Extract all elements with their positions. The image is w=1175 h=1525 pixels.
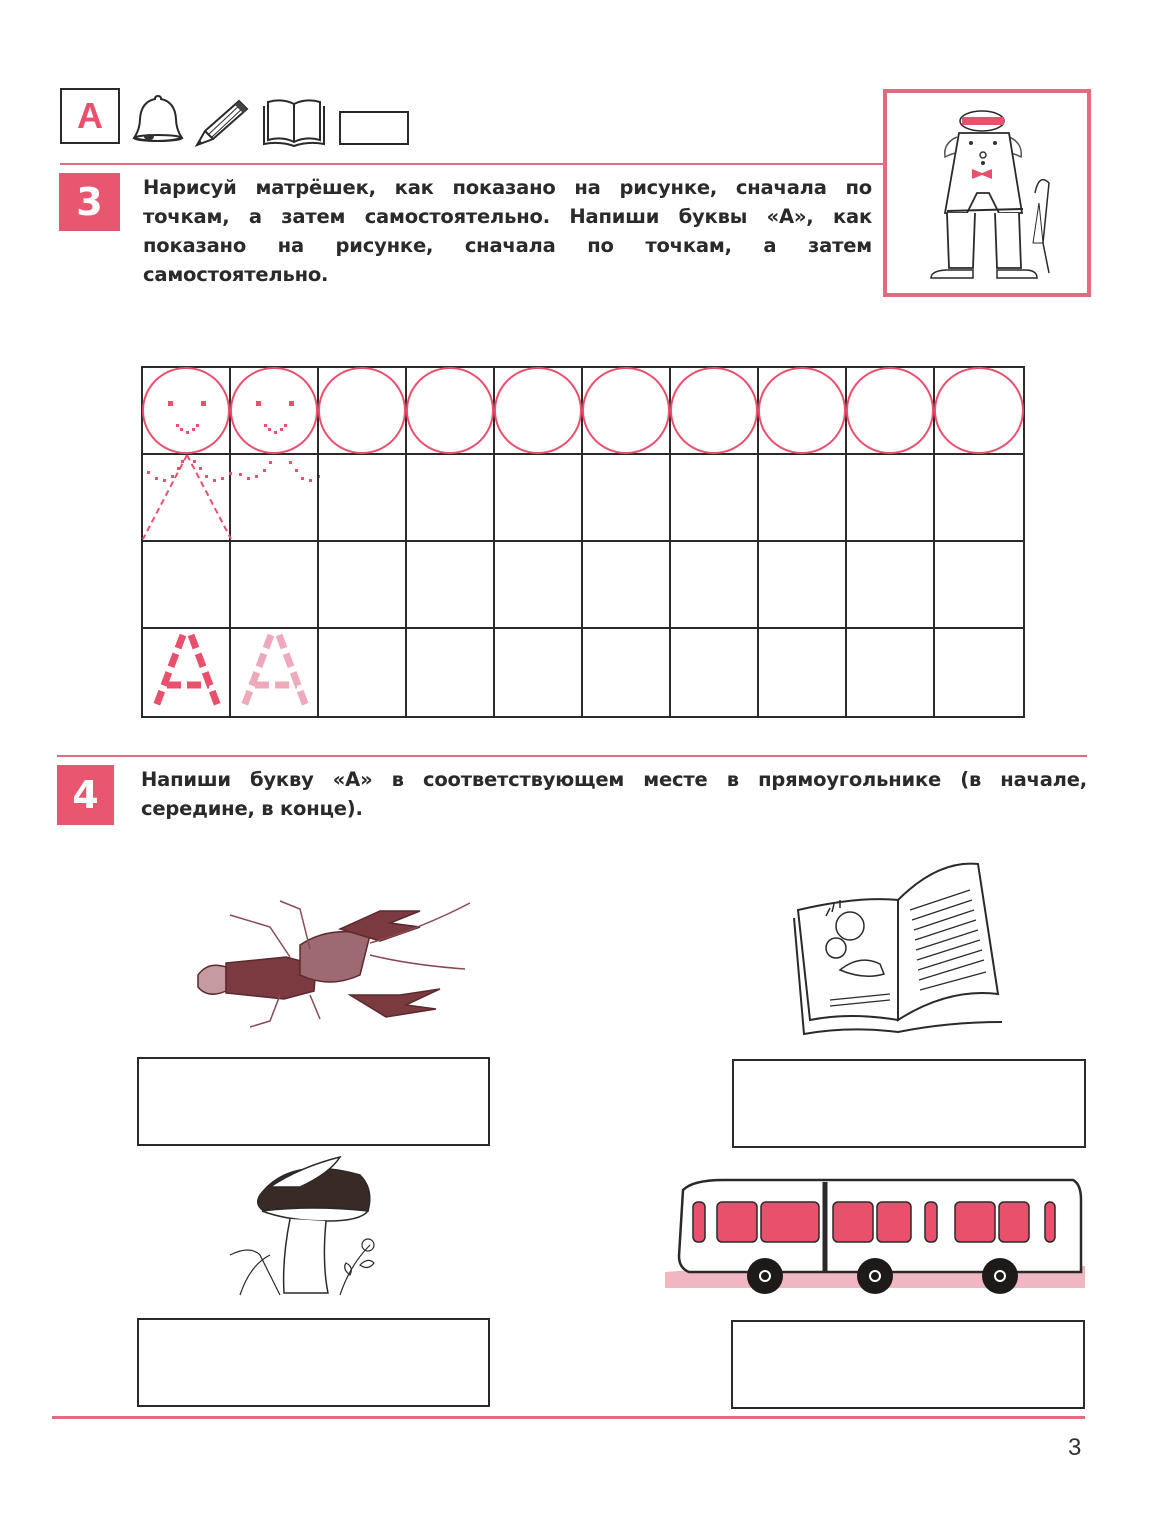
grid-cell[interactable] (231, 368, 319, 455)
grid-cell[interactable] (319, 542, 407, 629)
head-circle (406, 367, 494, 454)
grid-cell[interactable] (847, 368, 935, 455)
grid-cell[interactable] (935, 629, 1023, 716)
task-number: 4 (72, 773, 99, 817)
grid-cell[interactable] (583, 455, 671, 542)
letter-a-sample-light (231, 629, 319, 717)
grid-cell[interactable] (583, 629, 671, 716)
open-book-icon (262, 96, 326, 148)
page-number: 3 (1068, 1434, 1082, 1461)
grid-cell[interactable] (847, 455, 935, 542)
grid-cell[interactable] (231, 629, 319, 716)
grid-cell[interactable] (319, 629, 407, 716)
grid-cell[interactable] (231, 542, 319, 629)
head-circle (582, 367, 670, 454)
grid-cell[interactable] (143, 455, 231, 542)
grid-cell[interactable] (671, 629, 759, 716)
pencil-icon (195, 98, 251, 148)
grid-cell[interactable] (407, 629, 495, 716)
grid-cell[interactable] (143, 368, 231, 455)
empty-rectangle (339, 111, 409, 145)
answer-box-bus[interactable] (731, 1320, 1085, 1409)
letter-a-sample-solid (143, 629, 231, 717)
head-circle (670, 367, 758, 454)
divider-line (60, 163, 885, 165)
answer-box-mushroom[interactable] (137, 1318, 490, 1407)
grid-cell[interactable] (407, 542, 495, 629)
grid-cell[interactable] (935, 368, 1023, 455)
grid-cell[interactable] (759, 542, 847, 629)
divider-line (57, 755, 1087, 757)
grid-cell[interactable] (759, 368, 847, 455)
grid-cell[interactable] (935, 455, 1023, 542)
letter-a-character (883, 89, 1091, 297)
crayfish-illustration (190, 895, 475, 1030)
grid-cell[interactable] (495, 455, 583, 542)
grid-cell[interactable] (671, 542, 759, 629)
task-number-badge (59, 173, 120, 231)
task-instructions: Напиши букву «А» в соответствующем месте в прямоугольнике (в начале, середине, в конце). (141, 768, 1087, 820)
answer-box-book[interactable] (732, 1059, 1086, 1148)
head-circle (758, 367, 846, 454)
footer-divider-line (52, 1416, 1085, 1419)
grid-cell[interactable] (583, 368, 671, 455)
grid-cell[interactable] (319, 368, 407, 455)
grid-cell[interactable] (495, 368, 583, 455)
grid-cell[interactable] (407, 455, 495, 542)
smiley-face-dots (231, 368, 319, 456)
grid-cell[interactable] (671, 368, 759, 455)
grid-cell[interactable] (143, 629, 231, 716)
head-circle (846, 367, 934, 454)
task-instructions: Нарисуй матрёшек, как показано на рисунке, сначала по точкам, а затем самостоятельно. Напиши буквы «А», как показано на рисунке, сначала по точкам, а затем самостоятельно. (143, 176, 872, 286)
grid-cell[interactable] (759, 629, 847, 716)
head-circle (934, 367, 1024, 454)
grid-cell[interactable] (759, 455, 847, 542)
letter-box (60, 88, 120, 144)
grid-cell[interactable] (935, 542, 1023, 629)
bell-icon (130, 92, 186, 146)
grid-cell[interactable] (847, 629, 935, 716)
grid-cell[interactable] (495, 629, 583, 716)
task-number-badge (57, 765, 114, 825)
grid-cell[interactable] (847, 542, 935, 629)
grid-cell[interactable] (671, 455, 759, 542)
practice-grid (141, 366, 1025, 718)
grid-cell[interactable] (583, 542, 671, 629)
grid-cell[interactable] (231, 455, 319, 542)
task-number: 3 (76, 180, 103, 224)
head-circle (318, 367, 406, 454)
grid-cell[interactable] (143, 542, 231, 629)
book-illustration (790, 850, 1005, 1035)
mushroom-illustration (220, 1155, 400, 1305)
answer-box-crayfish[interactable] (137, 1057, 490, 1146)
grid-cell[interactable] (495, 542, 583, 629)
head-circle (494, 367, 582, 454)
grid-cell[interactable] (407, 368, 495, 455)
grid-cell[interactable] (319, 455, 407, 542)
smiley-face-dots (143, 368, 231, 456)
letter-a: А (77, 95, 103, 136)
bus-illustration (665, 1172, 1085, 1297)
